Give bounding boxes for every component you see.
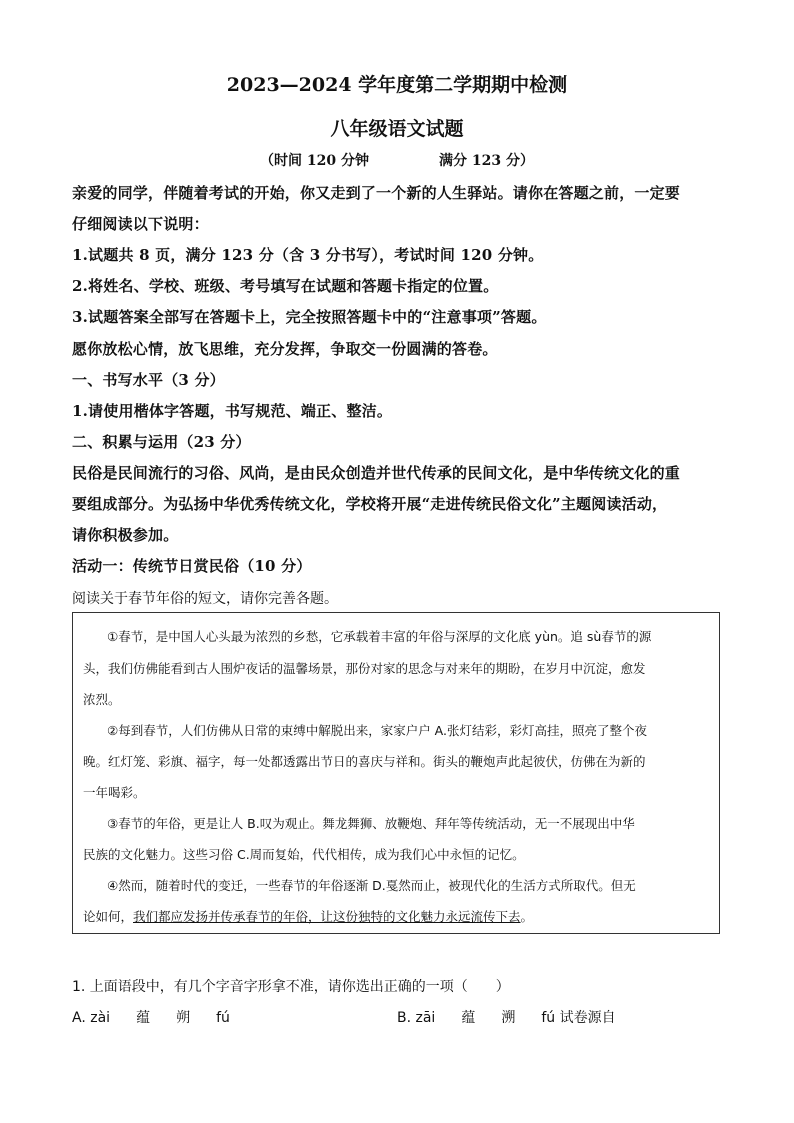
passage-line-3: 浓烈。 bbox=[83, 692, 121, 707]
passage-line-1: ①春节，是中国人心头最为浓烈的乡愁，它承载着丰富的年俗与深厚的文化底 yùn。追 sù春节的源 bbox=[107, 629, 652, 644]
section2-para-3: 请你积极参加。 bbox=[72, 526, 179, 544]
rule-3: 3.试题答案全部写在答题卡上，完全按照答题卡中的“注意事项”答题。 bbox=[72, 308, 547, 326]
passage-line-2: 头，我们仿佛能看到古人围炉夜话的温馨场景，那份对家的思念与对来年的期盼，在岁月中沉淀，愈发 bbox=[83, 661, 646, 676]
intro-line-1: 亲爱的同学，伴随着考试的开始，你又走到了一个新的人生驿站。请你在答题之前，一定要 bbox=[72, 184, 681, 202]
section1-heading: 一、书写水平（3 分） bbox=[72, 371, 225, 389]
wish-line: 愿你放松心情，放飞思维，充分发挥，争取交一份圆满的答卷。 bbox=[72, 340, 498, 358]
activity-heading: 活动一：传统节日赏民俗（10 分） bbox=[72, 557, 312, 575]
section2-para-1: 民俗是民间流行的习俗、风尚，是由民众创造并世代传承的民间文化，是中华传统文化的重 bbox=[72, 464, 681, 482]
passage-line-5: 晚。红灯笼、彩旗、福字，每一处都透露出节日的喜庆与祥和。街头的鞭炮声此起彼伏，仿佛在为新的 bbox=[83, 754, 646, 769]
passage-line-6: 一年喝彩。 bbox=[83, 785, 146, 800]
passage-line-10-end: 。 bbox=[520, 909, 534, 924]
rule-2: 2.将姓名、学校、班级、考号填写在试题和答题卡指定的位置。 bbox=[72, 277, 499, 295]
intro-line-2: 仔细阅读以下说明： bbox=[72, 215, 209, 233]
underlined-sentence: 我们都应发扬并传承春节的年俗，让这份独特的文化魅力永远流传下去 bbox=[133, 909, 521, 924]
reading-instruction: 阅读关于春节年俗的短文，请你完善各题。 bbox=[72, 591, 338, 607]
exam-title: 2023—2024 学年度第二学期期中检测 bbox=[226, 74, 568, 96]
section2-para-2: 要组成部分。为弘扬中华优秀传统文化，学校将开展“走进传统民俗文化”主题阅读活动， bbox=[72, 495, 668, 513]
passage-line-7: ③春节的年俗，更是让人 B.叹为观止。舞龙舞狮、放鞭炮、拜年等传统活动，无一不展现出中华 bbox=[107, 816, 635, 831]
passage-line-10-start: 论如何， bbox=[83, 909, 134, 924]
passage-line-10 bbox=[83, 907, 533, 925]
section2-heading: 二、积累与运用（23 分） bbox=[72, 433, 251, 451]
exam-subtitle: 八年级语文试题 bbox=[330, 118, 464, 140]
rule-1: 1.试题共 8 页，满分 123 分（含 3 分书写），考试时间 120 分钟。 bbox=[72, 246, 544, 264]
exam-time-score bbox=[0, 150, 794, 170]
passage-line-4: ②每到春节，人们仿佛从日常的束缚中解脱出来，家家户户 A.张灯结彩，彩灯高挂，照亮了整个夜 bbox=[107, 723, 647, 738]
exam-score: 满分 123 分） bbox=[439, 153, 534, 169]
question-1-option-b[interactable]: B. zāi 蕴 溯 fú 试卷源自 bbox=[397, 1010, 616, 1026]
passage-box bbox=[72, 612, 720, 934]
section1-item: 1.请使用楷体字答题，书写规范、端正、整洁。 bbox=[72, 402, 393, 420]
question-1-stem: 1. 上面语段中，有几个字音字形拿不准，请你选出正确的一项（ ） bbox=[72, 979, 510, 995]
question-1-option-a[interactable]: A. zài 蕴 朔 fú bbox=[72, 1010, 230, 1026]
passage-line-9: ④然而，随着时代的变迁，一些春节的年俗逐渐 D.戛然而止，被现代化的生活方式所取代。但无 bbox=[107, 878, 636, 893]
exam-time: （时间 120 分钟 bbox=[260, 153, 369, 169]
passage-line-8: 民族的文化魅力。这些习俗 C.周而复始，代代相传，成为我们心中永恒的记忆。 bbox=[83, 847, 525, 862]
